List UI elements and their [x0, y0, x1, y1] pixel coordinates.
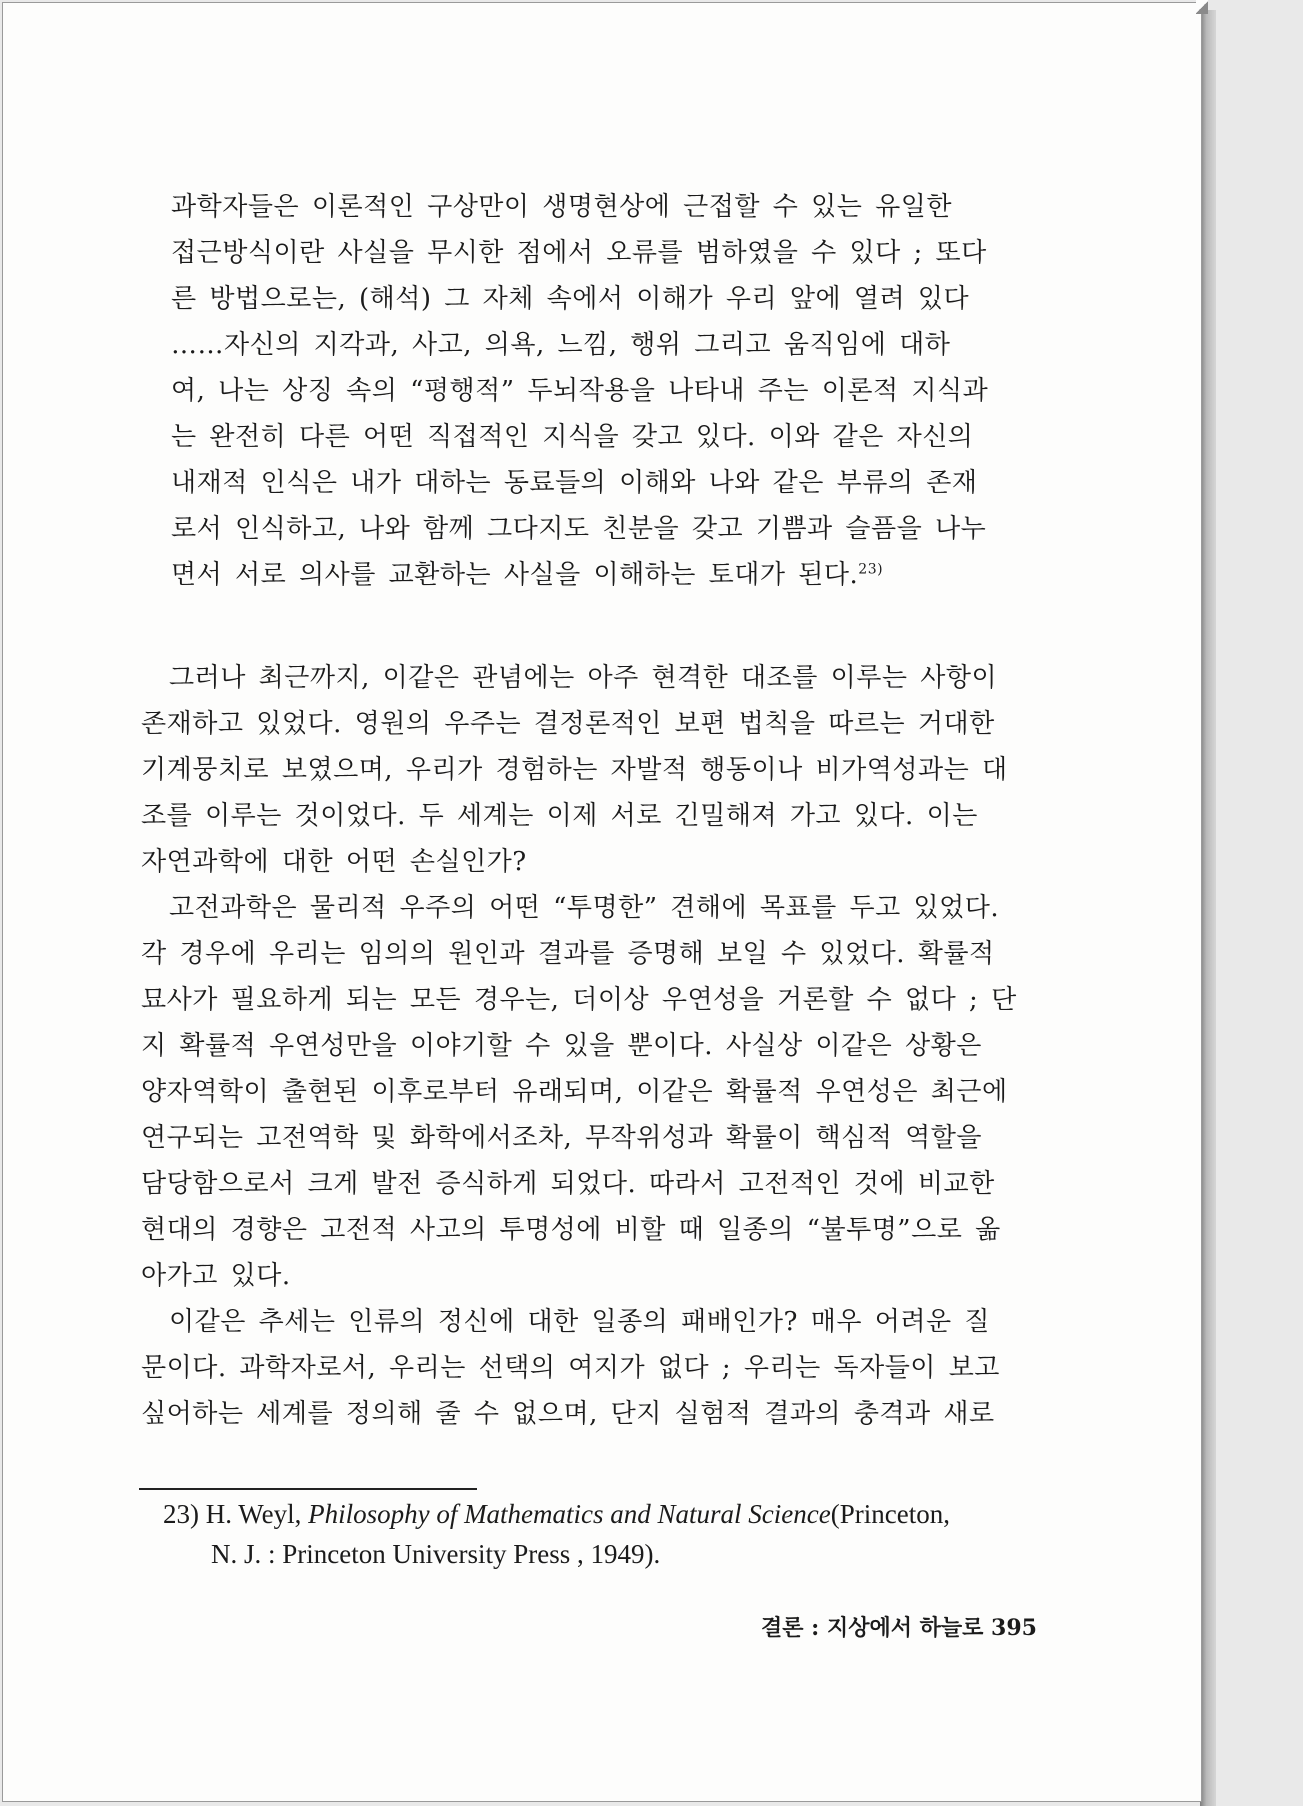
footnote-title: Philosophy of Mathematics and Natural Science — [308, 1499, 831, 1529]
quote-line-text: 면서 서로 의사를 교환하는 사실을 이해하는 토대가 된다. — [171, 560, 859, 590]
paragraph-line: 조를 이루는 것이었다. 두 세계는 이제 서로 긴밀해져 가고 있다. 이는 — [141, 801, 978, 831]
paragraph-line: 양자역학이 출현된 이후로부터 유래되며, 이같은 확률적 우연성은 최근에 — [141, 1077, 1008, 1107]
paragraph-line: 지 확률적 우연성만을 이야기할 수 있을 뿐이다. 사실상 이같은 상황은 — [141, 1031, 982, 1061]
footnote-line-2: N. J. : Princeton University Press , 1949). — [211, 1539, 661, 1569]
quote-line: 과학자들은 이론적인 구상만이 생명현상에 근접할 수 있는 유일한 — [171, 192, 952, 222]
quote-line: 내재적 인식은 내가 대하는 동료들의 이해와 나와 같은 부류의 존재 — [171, 468, 978, 498]
quote-last-line — [171, 558, 1033, 592]
paragraph-line: 고전과학은 물리적 우주의 어떤 “투명한” 견해에 목표를 두고 있었다. — [169, 893, 1000, 923]
footnote-number: 23) — [163, 1499, 199, 1529]
paragraph-line: 기계뭉치로 보였으며, 우리가 경험하는 자발적 행동이나 비가역성과는 대 — [141, 755, 1008, 785]
footnote-divider — [139, 1488, 477, 1490]
paragraph-line: 문이다. 과학자로서, 우리는 선택의 여지가 없다 ; 우리는 독자들이 보고 — [141, 1353, 1000, 1383]
quote-line: 여, 나는 상징 속의 “평행적” 두뇌작용을 나타내 주는 이론적 지식과 — [171, 376, 989, 406]
paragraph-line: 아가고 있다. — [141, 1261, 291, 1291]
footnote-line-1 — [163, 1497, 950, 1531]
quote-line: 른 방법으로는, (해석) 그 자체 속에서 이해가 우리 앞에 열려 있다 — [171, 284, 970, 314]
paragraph-line: 담당함으로서 크게 발전 증식하게 되었다. 따라서 고전적인 것에 비교한 — [141, 1169, 995, 1199]
page-stack-edge — [1200, 10, 1216, 1806]
quote-line: 로서 인식하고, 나와 함께 그다지도 친분을 갖고 기쁨과 슬픔을 나누 — [171, 514, 987, 544]
paragraph-line: 존재하고 있었다. 영원의 우주는 결정론적인 보편 법칙을 따르는 거대한 — [141, 709, 995, 739]
paragraph-line: 현대의 경향은 고전적 사고의 투명성에 비할 때 일종의 “불투명”으로 옮 — [141, 1215, 1001, 1245]
paragraph-line: 이같은 추세는 인류의 정신에 대한 일종의 패배인가? 매우 어려운 질 — [169, 1307, 990, 1337]
footnote-reference: 23) — [858, 561, 884, 578]
paragraph-line: 연구되는 고전역학 및 화학에서조차, 무작위성과 확률이 핵심적 역할을 — [141, 1123, 982, 1153]
paragraph-line: 그러나 최근까지, 이같은 관념에는 아주 현격한 대조를 이루는 사항이 — [169, 663, 998, 693]
page-corner — [1196, 0, 1208, 14]
quote-line: ……자신의 지각과, 사고, 의욕, 느낌, 행위 그리고 움직임에 대하 — [171, 330, 951, 360]
paragraph-line: 각 경우에 우리는 임의의 원인과 결과를 증명해 보일 수 있었다. 확률적 — [141, 939, 995, 969]
paragraph-line: 묘사가 필요하게 되는 모든 경우는, 더이상 우연성을 거론할 수 없다 ; 단 — [141, 985, 1017, 1015]
quote-line: 접근방식이란 사실을 무시한 점에서 오류를 범하였을 수 있다 ; 또다 — [171, 238, 987, 268]
paragraph-line: 자연과학에 대한 어떤 손실인가? — [141, 847, 527, 877]
running-footer: 결론 : 지상에서 하늘로 395 — [761, 1615, 1037, 1641]
book-page — [2, 2, 1202, 1802]
footnote-author: H. Weyl, — [205, 1499, 302, 1529]
footnote-publisher-start: (Princeton, — [830, 1499, 950, 1529]
paragraph-line: 싶어하는 세계를 정의해 줄 수 없으며, 단지 실험적 결과의 충격과 새로 — [141, 1399, 995, 1429]
quote-line: 는 완전히 다른 어떤 직접적인 지식을 갖고 있다. 이와 같은 자신의 — [171, 422, 974, 452]
